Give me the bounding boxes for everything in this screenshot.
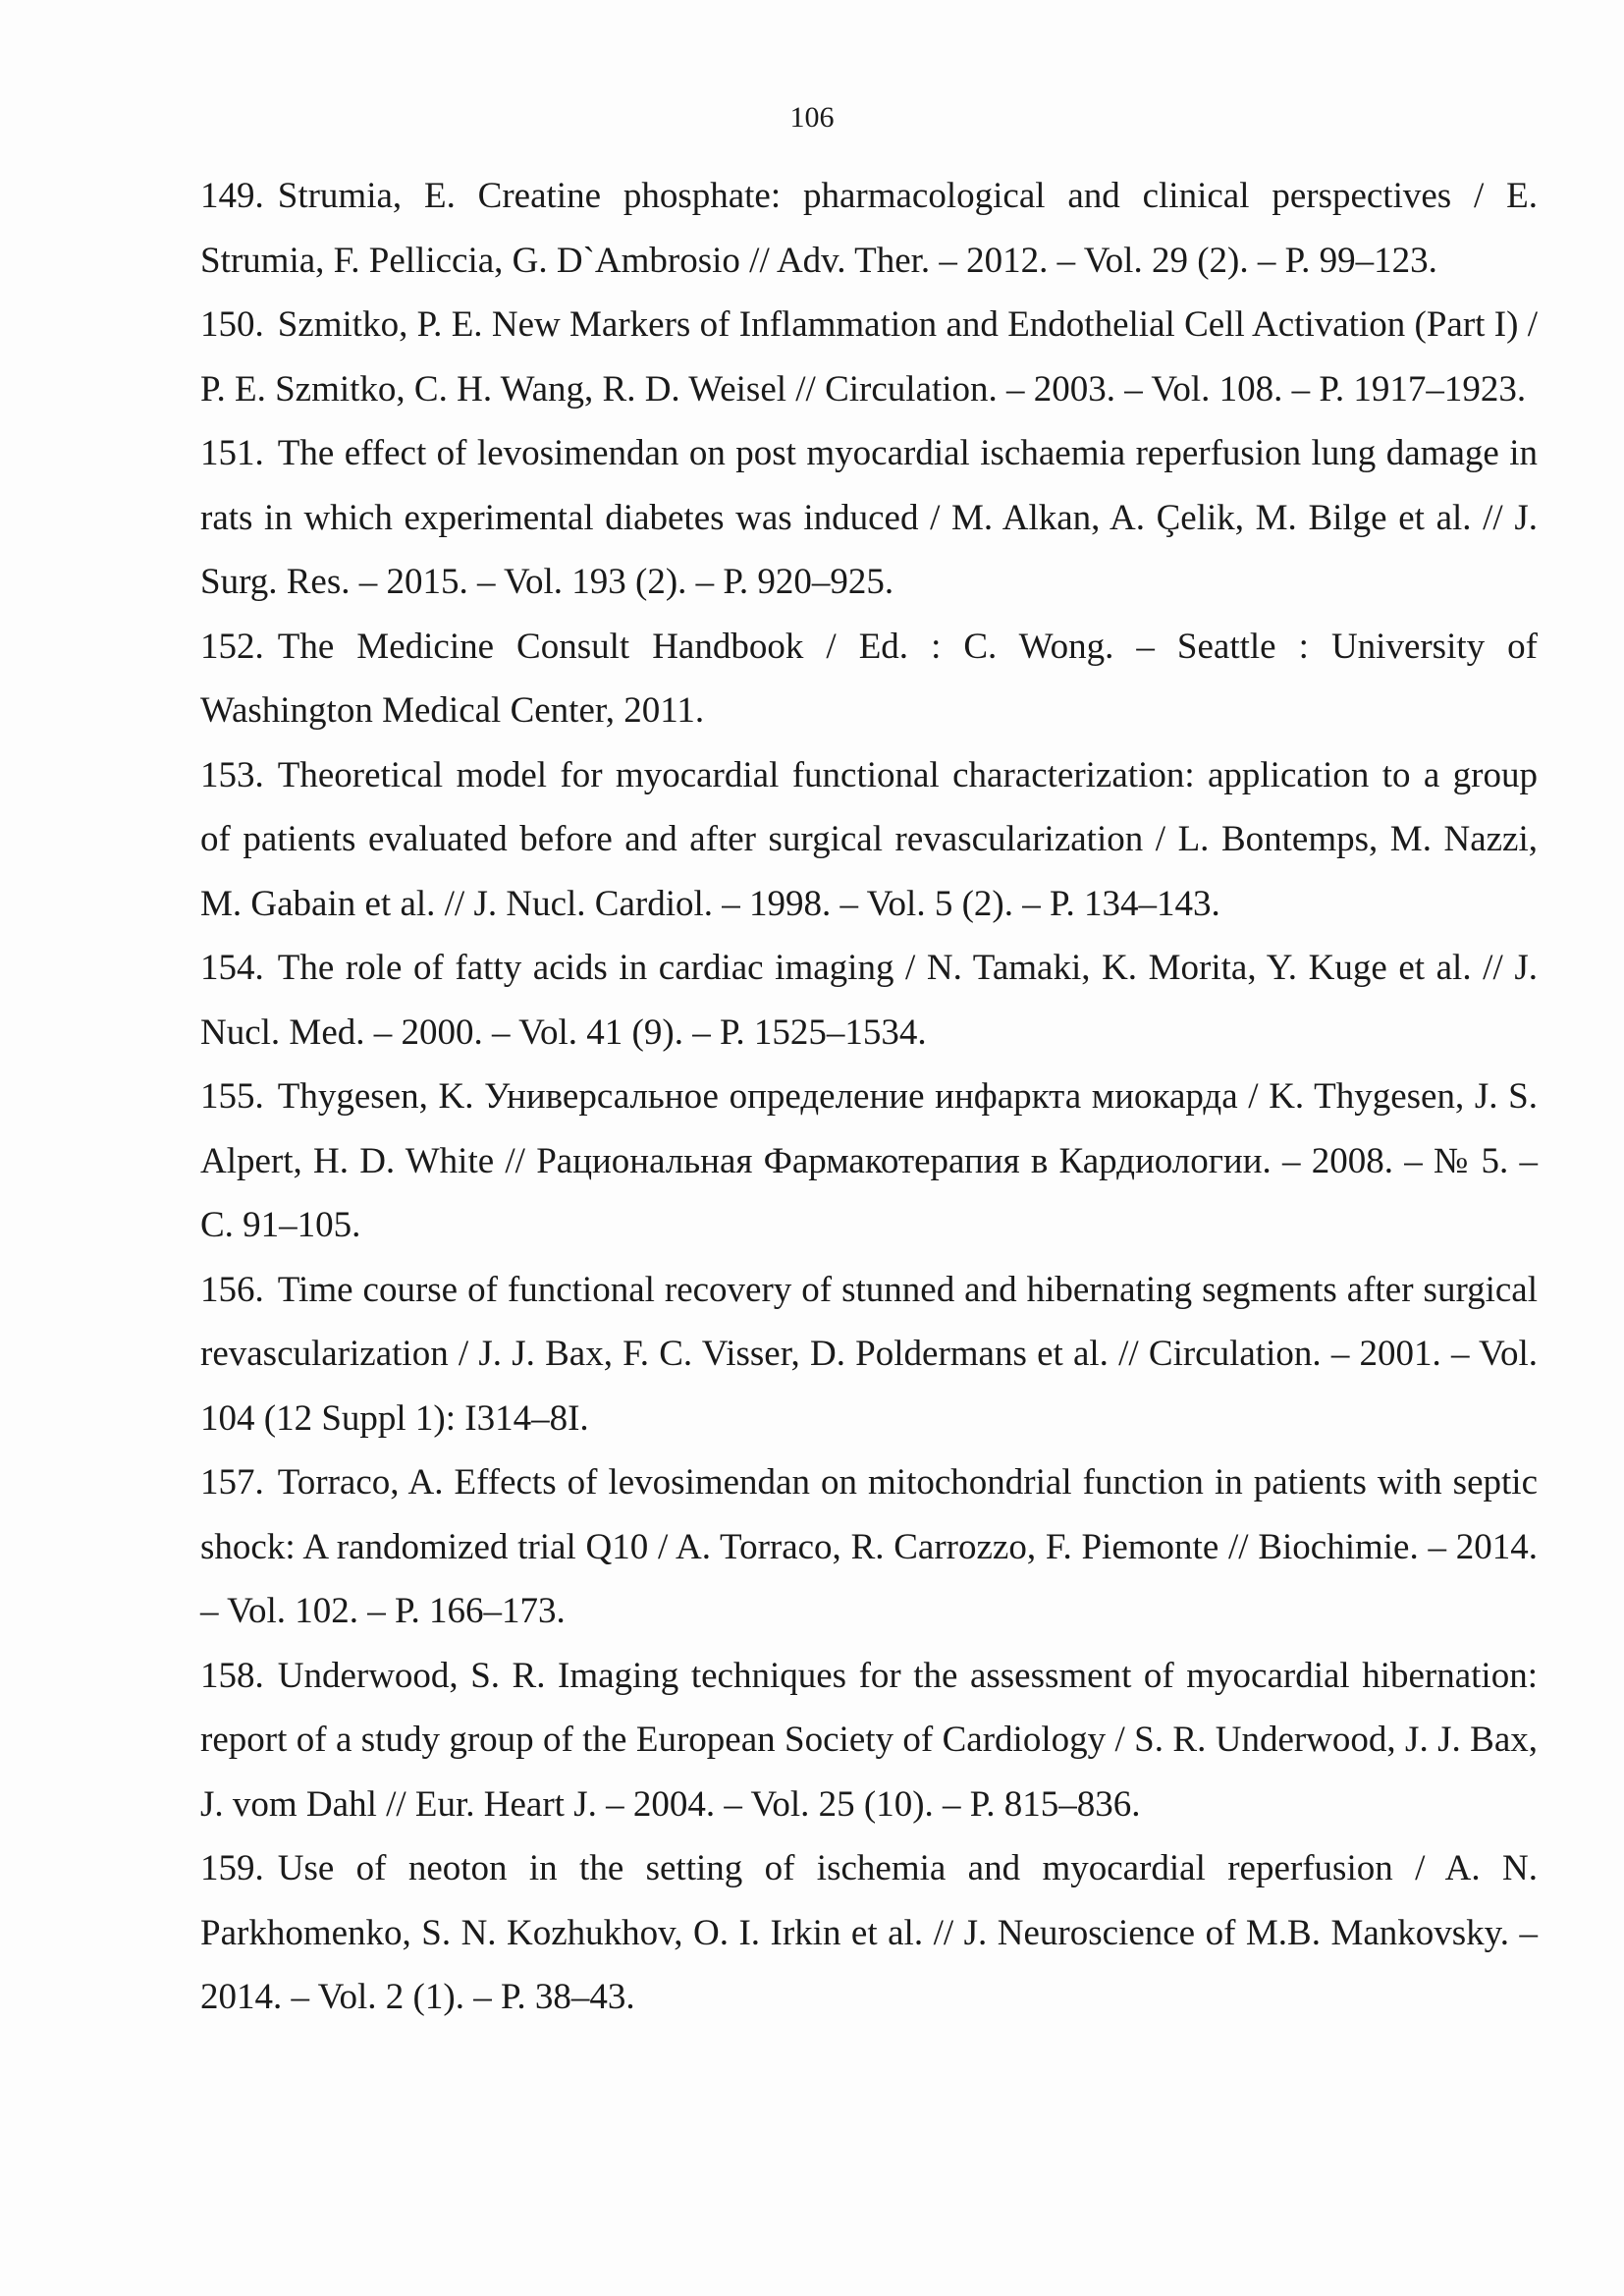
reference-text: The role of fatty acids in cardiac imaging / N. Tamaki, K. Morita, Y. Kuge et al. // J. Nucl. Med. – 2000. – Vol. 41 (9). – P. 1525–1534. (200, 948, 1538, 1053)
reference-list (200, 164, 1538, 2030)
reference-item (200, 743, 1538, 937)
reference-number: 154. (200, 948, 264, 988)
reference-text: Time course of functional recovery of stunned and hibernating segments after surgical revascularization / J. J. Bax, F. C. Visser, D. Poldermans et al. // Circulation. – 2001. – Vol. 104 (12 Suppl 1): I314–8I. (200, 1269, 1538, 1439)
reference-number: 159. (200, 1848, 264, 1888)
reference-number: 157. (200, 1462, 264, 1503)
reference-text: Strumia, E. Creatine phosphate: pharmacological and clinical perspectives / E. Strumia, F. Pelliccia, G. D`Ambrosio // Adv. Ther. – 2012. – Vol. 29 (2). – P. 99–123. (200, 176, 1538, 281)
reference-text: Underwood, S. R. Imaging techniques for the assessment of myocardial hibernation: report of a study group of the European Society of Cardiology / S. R. Underwood, J. J. Bax, J. vom Dahl // Eur. Heart J. – 2004. – Vol. 25 (10). – P. 815–836. (200, 1655, 1538, 1825)
reference-item (200, 164, 1538, 293)
reference-item (200, 615, 1538, 743)
reference-text: Theoretical model for myocardial functional characterization: application to a group of patients evaluated before and after surgical revascularization / L. Bontemps, M. Nazzi, M. Gabain et al. // J. Nucl. Cardiol. – 1998. – Vol. 5 (2). – P. 134–143. (200, 754, 1538, 924)
reference-item (200, 1644, 1538, 1837)
reference-item (200, 421, 1538, 615)
reference-item (200, 1450, 1538, 1644)
reference-item (200, 293, 1538, 421)
reference-text: Torraco, A. Effects of levosimendan on mitochondrial function in patients with septic shock: A randomized trial Q10 / A. Torraco, R. Carrozzo, F. Piemonte // Biochimie. – 2014. – Vol. 102. – P. 166–173. (200, 1462, 1538, 1631)
reference-text: Thygesen, K. Универсальное определение инфаркта миокарда / K. Thygesen, J. S. Alpert, H. D. White // Рациональная Фармакотерапия в Кардиологии. – 2008. – № 5. – С. 91–105. (200, 1076, 1538, 1245)
reference-item (200, 1258, 1538, 1451)
reference-number: 158. (200, 1655, 264, 1696)
reference-number: 156. (200, 1269, 264, 1310)
reference-item (200, 1065, 1538, 1258)
reference-text: Szmitko, P. E. New Markers of Inflammation and Endothelial Cell Activation (Part I) / P. E. Szmitko, C. H. Wang, R. D. Weisel // Circulation. – 2003. – Vol. 108. – P. 1917–1923. (200, 304, 1538, 410)
reference-text: Use of neoton in the setting of ischemia and myocardial reperfusion / A. N. Parkhomenko, S. N. Kozhukhov, O. I. Irkin et al. // J. Neuroscience of M.B. Mankovsky. – 2014. – Vol. 2 (1). – P. 38–43. (200, 1848, 1538, 2017)
reference-text: The Medicine Consult Handbook / Ed. : C. Wong. – Seattle : University of Washington Medical Center, 2011. (200, 626, 1538, 731)
reference-number: 151. (200, 433, 264, 473)
page-number: 106 (789, 101, 835, 134)
reference-number: 152. (200, 626, 264, 667)
reference-number: 155. (200, 1076, 264, 1117)
reference-number: 153. (200, 754, 264, 795)
reference-number: 150. (200, 304, 264, 345)
reference-text: The effect of levosimendan on post myocardial ischaemia reperfusion lung damage in rats in which experimental diabetes was induced / M. Alkan, A. Çelik, M. Bilge et al. // J. Surg. Res. – 2015. – Vol. 193 (2). – P. 920–925. (200, 433, 1538, 602)
reference-item (200, 1836, 1538, 2030)
reference-number: 149. (200, 176, 264, 216)
reference-item (200, 936, 1538, 1065)
